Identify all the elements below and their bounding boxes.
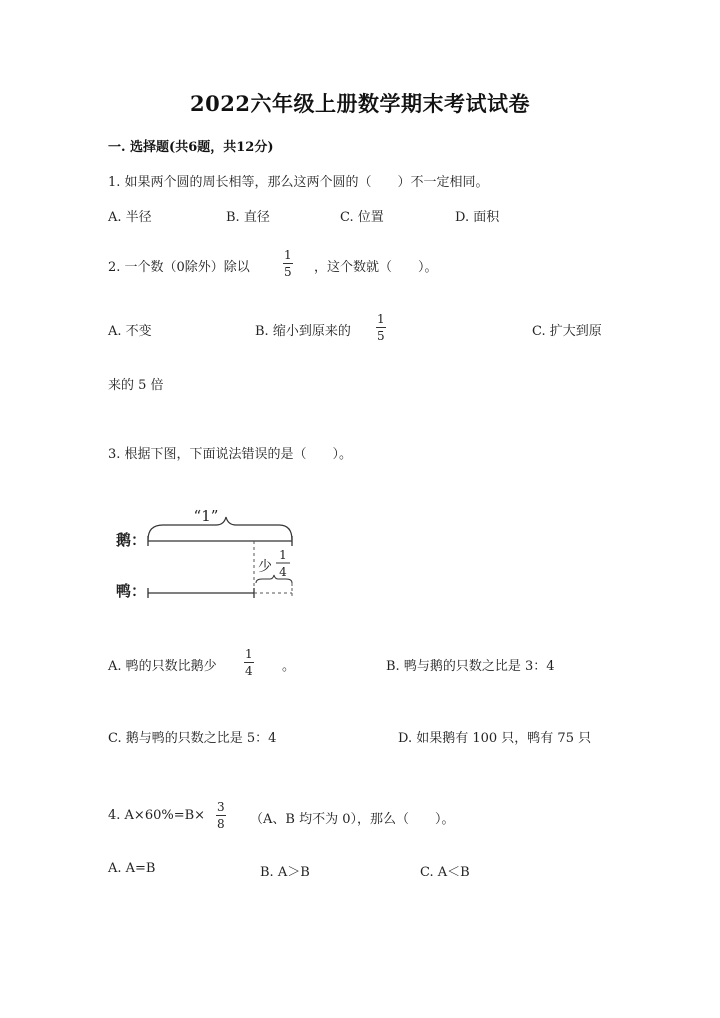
fraction-denominator: 5 xyxy=(377,329,385,343)
goose-label: 鹅： xyxy=(116,531,147,549)
question-4-option-a: A. A=B xyxy=(108,861,156,876)
fraction-denominator: 4 xyxy=(245,664,253,678)
question-3-option-a: A. 鸭的只数比鹅少 xyxy=(108,659,217,674)
question-2-option-b: B. 缩小到原来的 xyxy=(255,324,351,339)
question-2-option-c: C. 扩大到原 xyxy=(532,324,602,339)
question-1-option-a: A. 半径 xyxy=(108,210,152,225)
brace xyxy=(148,517,292,540)
question-2-stem-end: ，这个数就（ ）。 xyxy=(314,260,438,275)
question-2-option-a: A. 不变 xyxy=(108,324,152,339)
line-segment-diagram xyxy=(108,495,308,610)
question-4-option-b: B. A＞B xyxy=(260,865,310,880)
question-1-stem: 1. 如果两个圆的周长相等，那么这两个圆的（ ）不一定相同。 xyxy=(108,175,489,190)
fraction-numerator: 1 xyxy=(284,248,292,262)
question-3-option-d: D. 如果鹅有 100 只，鸭有 75 只 xyxy=(398,731,592,746)
fraction-numerator: 3 xyxy=(217,800,225,814)
question-1-option-b: B. 直径 xyxy=(226,210,270,225)
duck-label: 鸭： xyxy=(116,582,147,600)
diagram-fraction-denominator: 4 xyxy=(279,565,287,579)
question-3-option-c: C. 鹅与鸭的只数之比是 5：4 xyxy=(108,731,277,746)
question-3-option-a-end: 。 xyxy=(282,659,296,674)
question-2-option-b-fraction xyxy=(376,312,386,343)
question-2-stem-start: 2. 一个数（0除外）除以 xyxy=(108,260,250,275)
fraction-numerator: 1 xyxy=(245,647,253,661)
question-4-stem-start: 4. A×60%=B× xyxy=(108,808,206,823)
brace-label: “1” xyxy=(193,507,219,525)
diagram-fraction-numerator: 1 xyxy=(279,548,287,562)
page-title: 2022六年级上册数学期末考试试卷 xyxy=(190,91,530,116)
question-2-fraction xyxy=(283,248,293,279)
question-4-option-c: C. A＜B xyxy=(420,865,470,880)
question-3-option-a-fraction xyxy=(244,647,254,678)
question-1-option-c: C. 位置 xyxy=(340,210,384,225)
question-4-stem-end: （A、B 均不为 0），那么（ ）。 xyxy=(250,812,455,827)
fraction-denominator: 8 xyxy=(217,817,225,831)
question-3-option-b: B. 鸭与鹅的只数之比是 3：4 xyxy=(386,659,555,674)
question-3-stem: 3. 根据下图，下面说法错误的是（ ）。 xyxy=(108,447,353,462)
section-heading: 一. 选择题(共6题，共12分) xyxy=(108,140,274,155)
fraction-numerator: 1 xyxy=(377,312,385,326)
question-2-option-c-continued: 来的 5 倍 xyxy=(108,378,164,393)
fraction-denominator: 5 xyxy=(284,265,292,279)
question-1-option-d: D. 面积 xyxy=(455,210,500,225)
question-4-fraction xyxy=(216,800,226,831)
less-label: 少 xyxy=(258,559,272,575)
